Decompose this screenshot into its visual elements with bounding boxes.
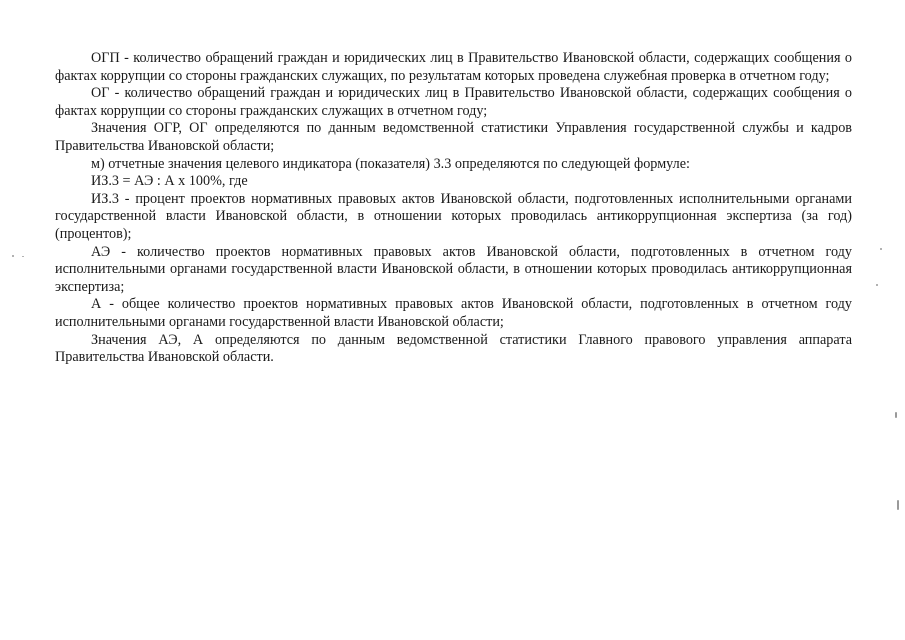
paragraph-ae-definition: АЭ - количество проектов нормативных правовых актов Ивановской области, подготовленных в отчетном году исполнительными органами государственной власти Ивановской области, в отношении которых проводилась антикоррупционная экспертиза; [55,243,852,295]
paragraph-ogp-definition: ОГП - количество обращений граждан и юридических лиц в Правительство Ивановской области, содержащих сообщения о фактах коррупции со стороны гражданских служащих, по результатам которых проведена служебная проверка в отчетном году; [55,50,852,84]
formula: ИЗ.3 = АЭ : А х 100%, где [91,173,248,190]
paragraph-iz33-definition: ИЗ.3 - процент проектов нормативных правовых актов Ивановской области, подготовленных исполнительными органами государственной власти Ивановской области, в отношении которых проводилась антикоррупционная экспертиза (за год) (процентов); [55,190,852,242]
paragraph-ae-a-source: Значения АЭ, А определяются по данным ведомственной статистики Главного правового управления аппарата Правительства Ивановской области. [55,331,852,366]
paragraph-og-definition: ОГ - количество обращений граждан и юридических лиц в Правительство Ивановской области, содержащих сообщения о фактах коррупции со стороны гражданских служащих в отчетном году; [55,85,852,119]
scan-speck [880,248,882,250]
scan-speck [12,255,14,257]
document-body [55,50,852,367]
scan-speck [897,500,899,510]
paragraph-indicator-intro: м) отчетные значения целевого индикатора (показателя) 3.3 определяются по следующей формуле: [91,155,690,172]
scan-speck [895,412,897,418]
paragraph-ogr-og-source: Значения ОГР, ОГ определяются по данным ведомственной статистики Управления государственной службы и кадров Правительства Ивановской области; [55,120,852,154]
scan-speck [876,284,878,286]
scan-speck [22,256,24,257]
paragraph-a-definition: А - общее количество проектов нормативных правовых актов Ивановской области, подготовленных в отчетном году исполнительными органами государственной власти Ивановской области; [55,296,852,330]
